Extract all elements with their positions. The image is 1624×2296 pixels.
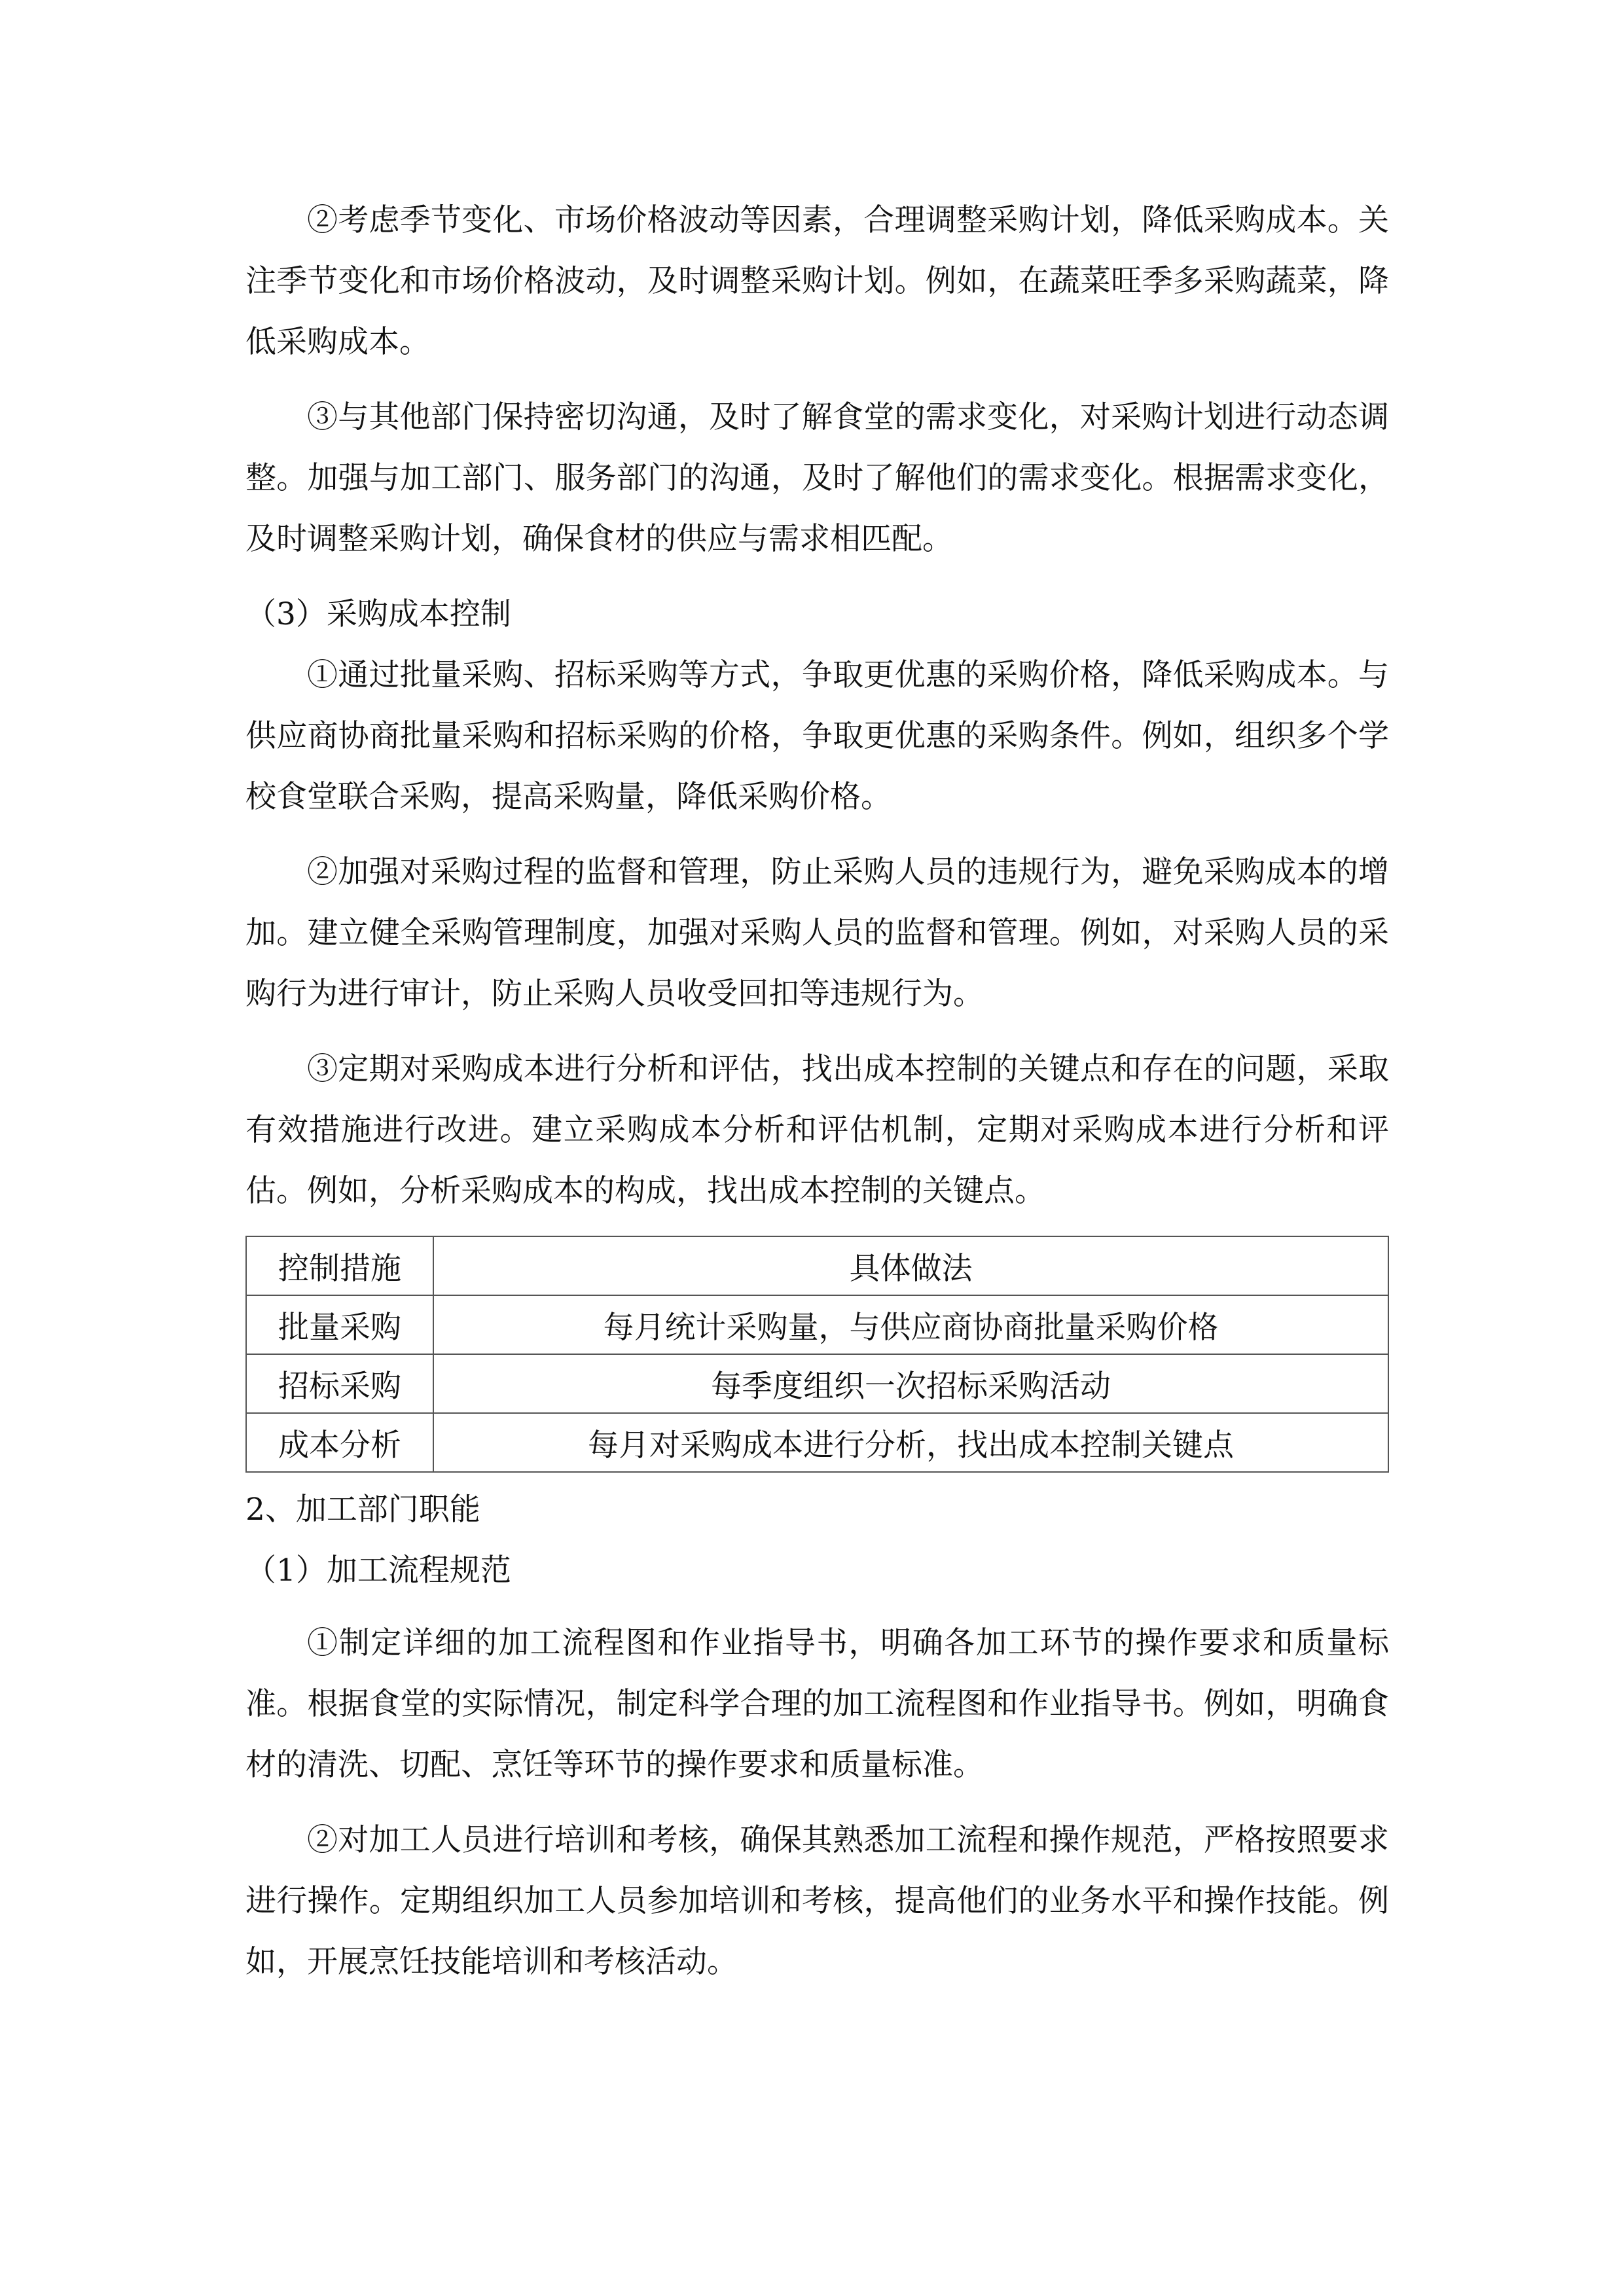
document-page [245,190,1389,2007]
section-heading-cost-control: （3）采购成本控制 [245,596,511,632]
table-header-cell: 控制措施 [246,1236,433,1295]
paragraph-process-flowchart: ①制定详细的加工流程图和作业指导书，明确各加工环节的操作要求和质量标准。根据食堂的实际情况，制定科学合理的加工流程图和作业指导书。例如，明确食材的清洗、切配、烹饪等环节的操作要求和质量标准。 [245,1625,1389,1783]
table-cell-method: 每月统计采购量，与供应商协商批量采购价格 [433,1295,1388,1354]
table-row [246,1295,1388,1354]
section-heading-processing-department: 2、加工部门职能 [245,1492,480,1528]
paragraph-department-communication: ③与其他部门保持密切沟通，及时了解食堂的需求变化，对采购计划进行动态调整。加强与加工部门、服务部门的沟通，及时了解他们的需求变化。根据需求变化，及时调整采购计划，确保食材的供应与需求相匹配。 [245,399,1389,557]
table-row [246,1354,1388,1413]
table-cell-measure: 成本分析 [246,1413,433,1472]
table-header-row [246,1236,1388,1295]
paragraph-supervision: ②加强对采购过程的监督和管理，防止采购人员的违规行为，避免采购成本的增加。建立健全采购管理制度，加强对采购人员的监督和管理。例如，对采购人员的采购行为进行审计，防止采购人员收受回扣等违规行为。 [245,854,1389,1012]
table-header-cell: 具体做法 [433,1236,1388,1295]
paragraph-staff-training: ②对加工人员进行培训和考核，确保其熟悉加工流程和操作规范，严格按照要求进行操作。定期组织加工人员参加培训和考核，提高他们的业务水平和操作技能。例如，开展烹饪技能培训和考核活动。 [245,1822,1389,1980]
paragraph-bulk-purchasing: ①通过批量采购、招标采购等方式，争取更优惠的采购价格，降低采购成本。与供应商协商批量采购和招标采购的价格，争取更优惠的采购条件。例如，组织多个学校食堂联合采购，提高采购量，降低采购价格。 [245,657,1389,815]
table-cell-method: 每季度组织一次招标采购活动 [433,1354,1388,1413]
control-measures-table [245,1236,1389,1473]
table-cell-measure: 招标采购 [246,1354,433,1413]
table-cell-measure: 批量采购 [246,1295,433,1354]
paragraph-cost-analysis: ③定期对采购成本进行分析和评估，找出成本控制的关键点和存在的问题，采取有效措施进行改进。建立采购成本分析和评估机制，定期对采购成本进行分析和评估。例如，分析采购成本的构成，找出成本控制的关键点。 [245,1051,1389,1209]
table-row [246,1413,1388,1472]
paragraph-seasonal-adjustment: ②考虑季节变化、市场价格波动等因素，合理调整采购计划，降低采购成本。关注季节变化和市场价格波动，及时调整采购计划。例如，在蔬菜旺季多采购蔬菜，降低采购成本。 [245,202,1389,360]
table-cell-method: 每月对采购成本进行分析，找出成本控制关键点 [433,1413,1388,1472]
section-heading-process-standards: （1）加工流程规范 [245,1552,511,1588]
